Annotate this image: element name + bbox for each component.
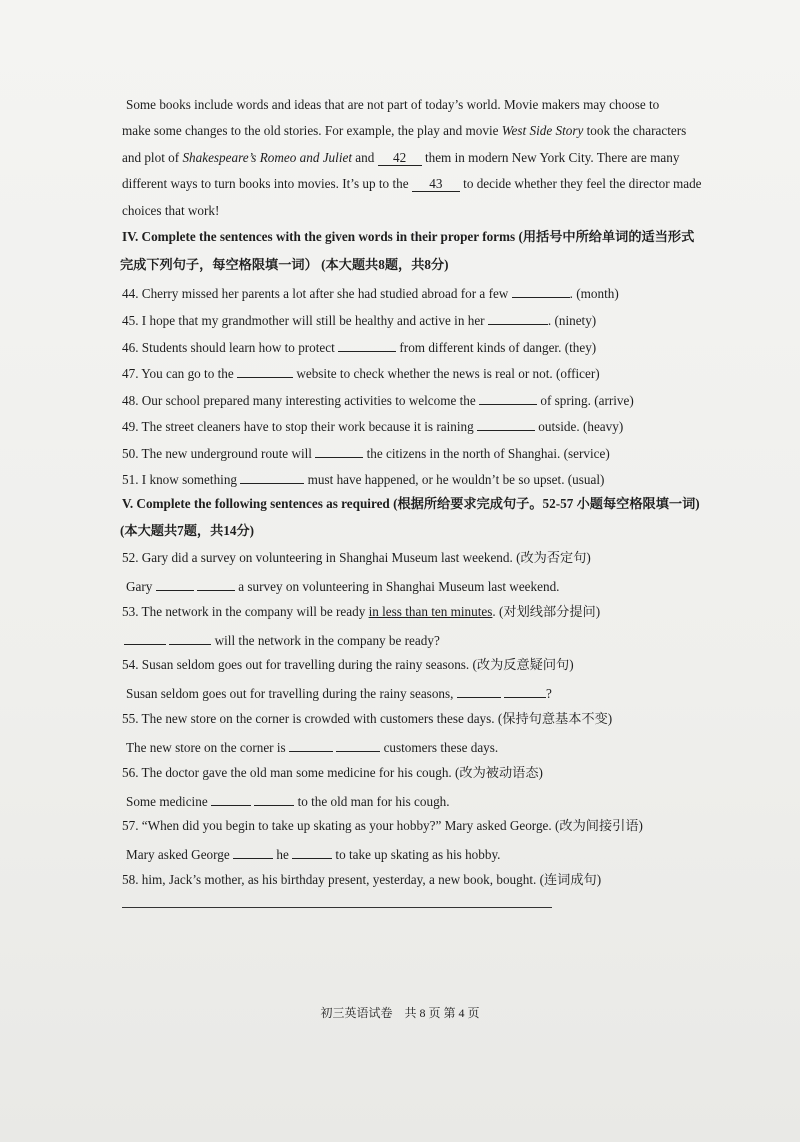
answer-line-58[interactable] <box>122 907 552 908</box>
question-47: 47. You can go to the website to check whether the news is real or not. (officer) <box>0 363 800 383</box>
question-57: 57. “When did you begin to take up skating as your hobby?” Mary asked George. (改为间接引语) <box>122 818 643 833</box>
section-4-heading: IV. Complete the sentences with the given words in their proper forms (用括号中所给单词的适当形式 <box>122 229 695 244</box>
answer-blank-51[interactable] <box>240 469 304 484</box>
section-5-heading: V. Complete the following sentences as required (根据所给要求完成句子。52-57 小题每空格限填一词) <box>122 496 700 511</box>
answer-blank-53a[interactable] <box>124 630 166 645</box>
passage-line-2: make some changes to the old stories. For example, the play and movie West Side Story took the characters <box>122 123 687 138</box>
answer-blank-57a[interactable] <box>233 844 273 859</box>
passage-line-5: choices that work! <box>122 203 220 218</box>
answer-blank-52a[interactable] <box>156 576 194 591</box>
question-46: 46. Students should learn how to protect from different kinds of danger. (they) <box>0 337 800 357</box>
answer-blank-48[interactable] <box>479 390 537 405</box>
section-4-heading-cont: 完成下列句子，每空格限填一词） (本大题共8题，共8分) <box>120 257 449 272</box>
section-5-heading-cont: (本大题共7题，共14分) <box>120 523 255 538</box>
passage-line-4: different ways to turn books into movies. It’s up to the 43 to decide whether they feel the director made <box>122 176 702 191</box>
question-56: 56. The doctor gave the old man some medicine for his cough. (改为被动语态) <box>122 765 543 780</box>
blank-43[interactable]: 43 <box>412 177 460 192</box>
passage-line-1: Some books include words and ideas that are not part of today’s world. Movie makers may choose to <box>126 97 660 112</box>
answer-blank-52b[interactable] <box>197 576 235 591</box>
question-49: 49. The street cleaners have to stop their work because it is raining outside. (heavy) <box>0 416 800 436</box>
answer-blank-45[interactable] <box>488 310 548 325</box>
answer-blank-55a[interactable] <box>289 737 333 752</box>
answer-57: Mary asked George he to take up skating as his hobby. <box>0 844 800 864</box>
question-45: 45. I hope that my grandmother will still be healthy and active in her . (ninety) <box>0 310 800 330</box>
answer-blank-54b[interactable] <box>504 683 546 698</box>
question-48: 48. Our school prepared many interesting activities to welcome the of spring. (arrive) <box>0 390 800 410</box>
answer-54: Susan seldom goes out for travelling during the rainy seasons, ? <box>0 683 800 703</box>
question-52: 52. Gary did a survey on volunteering in Shanghai Museum last weekend. (改为否定句) <box>122 550 591 565</box>
answer-56: Some medicine to the old man for his cough. <box>0 791 800 811</box>
question-55: 55. The new store on the corner is crowded with customers these days. (保持句意基本不变) <box>122 711 613 726</box>
blank-42[interactable]: 42 <box>378 151 422 166</box>
answer-blank-55b[interactable] <box>336 737 380 752</box>
page-footer: 初三英语试卷 共 8 页 第 4 页 <box>320 1006 480 1020</box>
answer-blank-53b[interactable] <box>169 630 211 645</box>
answer-blank-46[interactable] <box>338 337 396 352</box>
question-51: 51. I know something must have happened, or he wouldn’t be so upset. (usual) <box>0 469 800 489</box>
passage-line-3: and plot of Shakespeare’s Romeo and Juliet and 42 them in modern New York City. There are many <box>122 150 680 165</box>
answer-blank-54a[interactable] <box>457 683 501 698</box>
answer-blank-56a[interactable] <box>211 791 251 806</box>
answer-52: Gary a survey on volunteering in Shanghai Museum last weekend. <box>0 576 800 596</box>
answer-53: will the network in the company be ready? <box>0 630 800 650</box>
question-44: 44. Cherry missed her parents a lot after she had studied abroad for a few . (month) <box>0 283 800 303</box>
answer-blank-50[interactable] <box>315 443 363 458</box>
answer-blank-47[interactable] <box>237 363 293 378</box>
answer-blank-44[interactable] <box>512 283 570 298</box>
answer-blank-49[interactable] <box>477 416 535 431</box>
question-53: 53. The network in the company will be ready in less than ten minutes. (对划线部分提问) <box>122 604 601 619</box>
question-58: 58. him, Jack’s mother, as his birthday present, yesterday, a new book, bought. (连词成句) <box>122 872 602 887</box>
question-50: 50. The new underground route will the citizens in the north of Shanghai. (service) <box>0 443 800 463</box>
answer-55: The new store on the corner is customers these days. <box>0 737 800 757</box>
answer-blank-57b[interactable] <box>292 844 332 859</box>
question-54: 54. Susan seldom goes out for travelling during the rainy seasons. (改为反意疑问句) <box>122 657 574 672</box>
answer-blank-56b[interactable] <box>254 791 294 806</box>
